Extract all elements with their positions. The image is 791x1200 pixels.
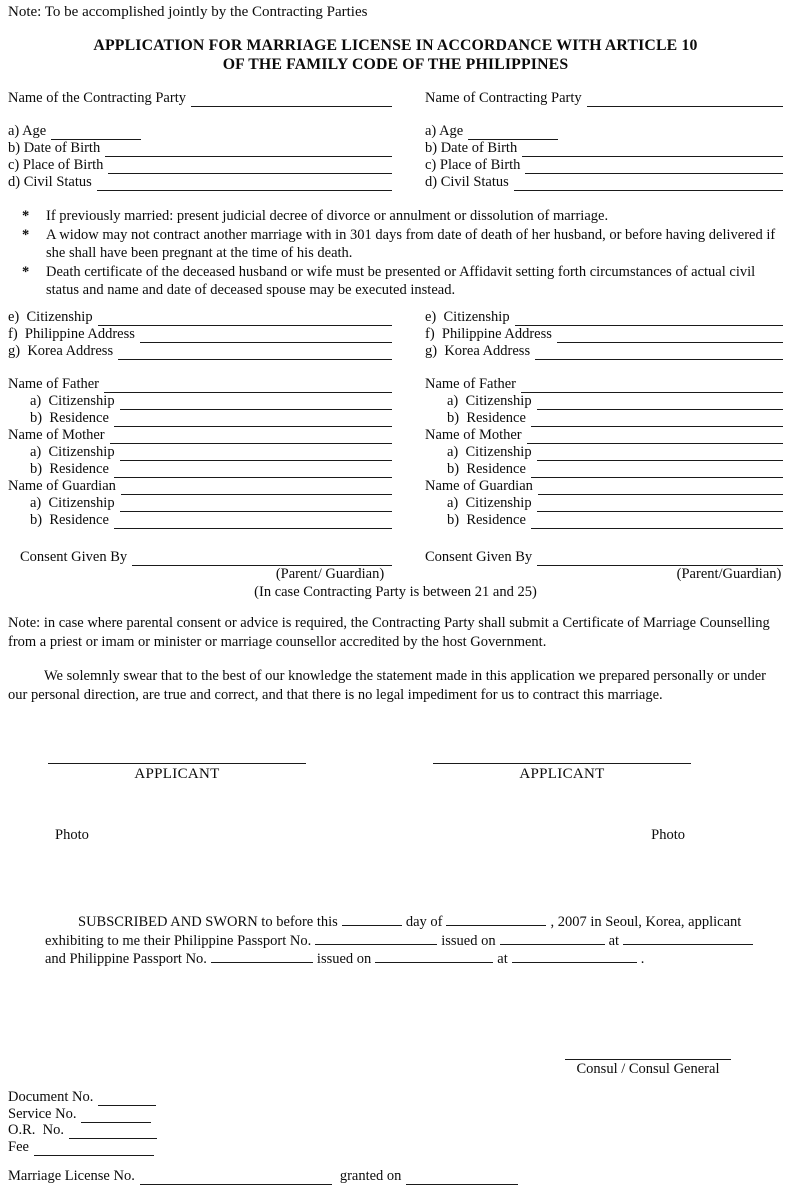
registry-fields [8,1090,783,1156]
note-text: If previously married: present judicial decree of divorce or annulment or dissolution of marriage. [46,208,609,224]
mother-citizenship-line-right[interactable] [537,448,783,461]
form-title [8,36,783,74]
issued-at-line-1[interactable] [623,932,753,945]
guardian-residence-line-right[interactable] [531,516,783,529]
photo-placeholder-right: Photo [651,827,685,843]
citizenship-label: e) Citizenship [425,309,510,325]
or-no-label: O.R. No. [8,1122,64,1138]
sworn-text: day of [405,914,443,930]
date-of-birth-label: b) Date of Birth [8,140,101,156]
sworn-text: at [608,932,620,949]
civil-status-label: d) Civil Status [425,174,509,190]
father-name-line-right[interactable] [521,380,783,393]
applicant-signature-right [433,749,691,783]
father-residence-label: b) Residence [447,410,526,426]
passport-no-line-2[interactable] [211,950,313,963]
form-title-line-1: APPLICATION FOR MARRIAGE LICENSE IN ACCORDANCE WITH ARTICLE 10 [93,37,698,54]
guardian-citizenship-line-right[interactable] [537,499,783,512]
sworn-text: exhibiting to me their Philippine Passport No. [45,932,312,949]
granted-on-label: granted on [339,1167,402,1184]
father-residence-line-right[interactable] [531,414,783,427]
issued-at-line-2[interactable] [512,950,637,963]
philippine-address-line-right[interactable] [557,330,783,343]
marriage-license-no-label: Marriage License No. [8,1167,135,1184]
date-of-birth-line-right[interactable] [522,144,783,157]
father-residence-line-left[interactable] [114,414,392,427]
party-name-field-right [425,90,783,107]
service-no-label: Service No. [8,1105,77,1122]
sworn-text: issued on [441,932,496,949]
guardian-citizenship-label: a) Citizenship [447,495,532,511]
mother-name-line-left[interactable] [110,431,392,444]
father-residence-label: b) Residence [30,410,109,426]
personal-fields-right [425,123,783,191]
marriage-license-row [8,1168,783,1185]
asterisk-bullet: * [22,264,30,280]
applicant-signature-left [48,749,306,783]
marriage-license-no-line[interactable] [140,1172,332,1185]
mother-name-line-right[interactable] [527,431,783,444]
personal-fields-left [8,123,392,191]
father-citizenship-label: a) Citizenship [447,393,532,409]
fee-label: Fee [8,1138,29,1155]
father-citizenship-line-right[interactable] [537,397,783,410]
address-fields-section [8,309,783,360]
sworn-line-3 [45,950,783,969]
oath-paragraph: We solemnly swear that to the best of our knowledge the statement made in this application we prepared personally or under our personal direction, are true and correct, and that there is no legal impediment for us to contract this marriage. [8,668,767,703]
sworn-line-1 [45,913,783,932]
guardian-citizenship-label: a) Citizenship [30,495,115,511]
note-text: Death certificate of the deceased husband or wife must be presented or Affidavit setting forth circumstances of actual civil status and name and date of deceased spouse may be executed instead. [46,264,756,298]
mother-residence-label: b) Residence [447,461,526,477]
father-citizenship-line-left[interactable] [120,397,392,410]
column-gap [392,123,425,191]
consent-label: Consent Given By [20,549,128,565]
sworn-line-2 [45,932,783,951]
place-of-birth-line-left[interactable] [108,161,392,174]
korea-address-line-left[interactable] [118,347,392,360]
guardian-name-line-right[interactable] [538,482,783,495]
mother-residence-line-left[interactable] [114,465,392,478]
asterisk-bullet: * [22,227,30,243]
top-note: Note: To be accomplished jointly by the Contracting Parties [8,4,368,20]
counselling-note: Note: in case where parental consent or advice is required, the Contracting Party shall submit a Certificate of Marriage Counselling from a priest or imam or minister or marriage counsellor accredited by the host Government. [8,615,770,650]
father-name-line-left[interactable] [104,380,392,393]
sworn-text: at [497,951,508,967]
address-fields-right [425,309,783,360]
father-name-label: Name of Father [8,376,99,392]
guardian-citizenship-line-left[interactable] [120,499,392,512]
family-fields-left [8,376,392,529]
citizenship-label: e) Citizenship [8,309,93,325]
form-title-line-2: OF THE FAMILY CODE OF THE PHILIPPINES [222,56,569,73]
mother-name-label: Name of Mother [8,427,105,443]
note-widow [8,226,783,262]
applicant-signature-row [8,749,783,783]
family-fields-right [425,376,783,529]
korea-address-label: g) Korea Address [8,343,114,359]
granted-on-line[interactable] [406,1172,518,1185]
guardian-name-label: Name of Guardian [8,478,116,494]
mother-name-label: Name of Mother [425,427,522,443]
consent-label: Consent Given By [425,549,533,565]
consent-line-left[interactable] [132,553,392,566]
civil-status-line-left[interactable] [97,178,392,191]
age-line-right[interactable] [468,127,558,140]
father-citizenship-label: a) Citizenship [30,393,115,409]
column-gap [522,566,555,583]
party-name-row [8,90,783,107]
consul-signature-block [565,1045,731,1078]
column-gap [392,549,425,566]
passport-no-line-1[interactable] [315,932,437,945]
party-name-field-left [8,90,392,107]
place-of-birth-label: c) Place of Birth [8,157,104,173]
sworn-text: , 2007 in Seoul, Korea, applicant [550,914,742,930]
philippine-address-label: f) Philippine Address [8,326,135,342]
consent-field-left [8,549,392,566]
father-name-label: Name of Father [425,376,516,392]
guardian-residence-line-left[interactable] [114,516,392,529]
parent-guardian-caption-left: (Parent/ Guardian) [275,566,385,582]
applicant-caption-right: APPLICANT [519,766,605,782]
date-of-birth-label: b) Date of Birth [425,140,518,156]
sworn-text: SUBSCRIBED AND SWORN to before this [78,914,338,930]
korea-address-line-right[interactable] [535,347,783,360]
consul-signature-line[interactable] [565,1045,731,1060]
age-label: a) Age [8,123,47,139]
sworn-text: . [640,951,645,967]
document-no-line[interactable] [98,1093,156,1106]
sworn-statement [45,913,783,969]
citizenship-line-left[interactable] [98,313,392,326]
place-of-birth-label: c) Place of Birth [425,157,521,173]
column-gap [392,376,425,529]
service-no-line[interactable] [81,1110,151,1123]
consent-line-right[interactable] [537,553,783,566]
marriage-notes [8,207,783,299]
applicant-caption-left: APPLICANT [134,766,220,782]
applicant-signature-line-right[interactable] [433,749,691,764]
civil-status-label: d) Civil Status [8,174,92,190]
korea-address-label: g) Korea Address [425,343,531,359]
age-line-left[interactable] [51,127,141,140]
mother-residence-line-right[interactable] [531,465,783,478]
age-label: a) Age [425,123,464,139]
place-of-birth-line-right[interactable] [525,161,783,174]
mother-residence-label: b) Residence [30,461,109,477]
party-name-line-right[interactable] [587,94,783,107]
civil-status-line-right[interactable] [514,178,783,191]
sworn-month-line[interactable] [446,913,546,926]
note-text: A widow may not contract another marriage with in 301 days from date of death of her husband, or before having delivered if she shall have been pregnant at the time of his death. [46,227,776,261]
photo-row-spacer [89,827,651,845]
party-name-line-left[interactable] [191,94,392,107]
applicant-signature-line-left[interactable] [48,749,306,764]
address-fields-left [8,309,392,360]
photo-row [8,827,783,845]
citizenship-line-right[interactable] [515,313,783,326]
photo-placeholder-left: Photo [55,827,89,843]
asterisk-bullet: * [22,208,30,224]
document-no-label: Document No. [8,1089,94,1105]
issued-on-line-1[interactable] [500,932,605,945]
issued-on-line-2[interactable] [375,950,493,963]
column-gap [392,90,425,107]
mother-citizenship-line-left[interactable] [120,448,392,461]
fee-line[interactable] [34,1143,154,1156]
sworn-day-line[interactable] [342,913,402,926]
note-death-certificate [8,263,783,299]
or-no-line[interactable] [69,1126,157,1139]
guardian-residence-label: b) Residence [30,512,109,528]
consent-section [8,549,783,602]
party-name-label-right: Name of Contracting Party [425,90,582,106]
note-previously-married [8,207,783,225]
mother-citizenship-label: a) Citizenship [447,444,532,460]
guardian-name-label: Name of Guardian [425,478,533,494]
consent-field-right [425,549,783,566]
personal-fields-section [8,123,783,191]
mother-citizenship-label: a) Citizenship [30,444,115,460]
philippine-address-line-left[interactable] [140,330,392,343]
consent-age-note: (In case Contracting Party is between 21 and 25) [254,584,537,600]
consul-caption: Consul / Consul General [576,1060,720,1077]
sworn-text: issued on [316,951,372,967]
family-fields-section [8,376,783,529]
sworn-text: and Philippine Passport No. [45,951,207,967]
guardian-residence-label: b) Residence [447,512,526,528]
parent-guardian-caption-right: (Parent/Guardian) [676,566,782,582]
philippine-address-label: f) Philippine Address [425,326,552,342]
guardian-name-line-left[interactable] [121,482,392,495]
date-of-birth-line-left[interactable] [105,144,392,157]
party-name-label-left: Name of the Contracting Party [8,90,186,106]
column-gap [392,309,425,360]
